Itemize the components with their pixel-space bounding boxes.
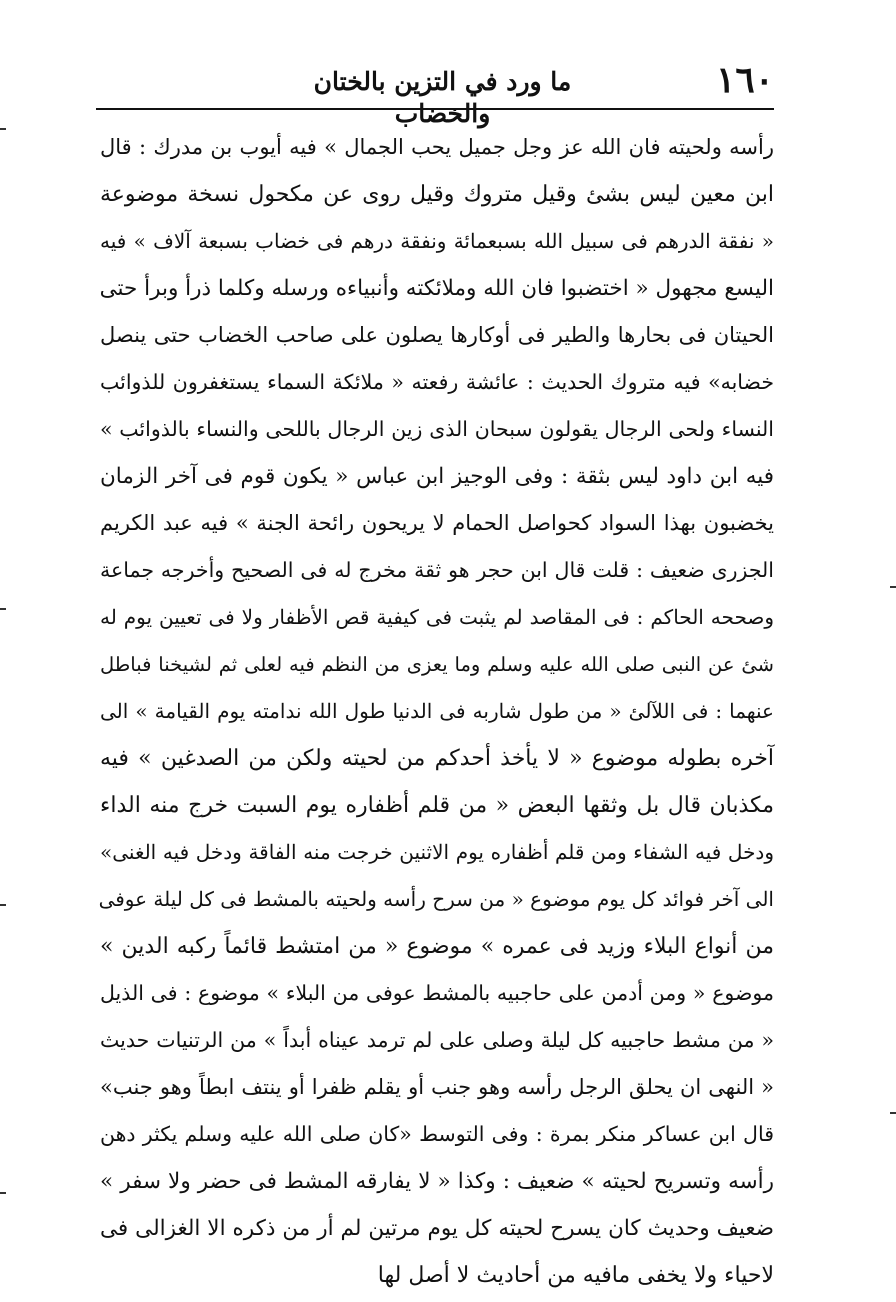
text-line-7: النساء ولحى الرجال يقولون سبحان الذى زين الرجال باللحى والنساء بالذوائب » bbox=[100, 417, 774, 441]
text-line-12: شئ عن النبى صلى الله عليه وسلم وما يعزى من النظم فيه لعلى ثم لشيخنا فباطل bbox=[100, 653, 774, 676]
page-number: ١٦٠ bbox=[715, 59, 774, 101]
text-line-19: موضوع « ومن أدمن على حاجبيه بالمشط عوفى من البلاء » موضوع : فى الذيل bbox=[100, 981, 774, 1005]
text-line-5: الحيتان فى بحارها والطير فى أوكارها يصلون على صاحب الخضاب حتى ينصل bbox=[100, 323, 774, 347]
scan-edge-mark bbox=[0, 608, 6, 610]
text-line-9: يخضبون بهذا السواد كحواصل الحمام لا يريحون رائحة الجنة » فيه عبد الكريم bbox=[100, 511, 774, 535]
body-text bbox=[100, 124, 774, 1299]
text-line-24: ضعيف وحديث كان يسرح لحيته كل يوم مرتين لم أر من ذكره الا الغزالى فى bbox=[100, 1216, 774, 1241]
scan-edge-mark bbox=[0, 904, 6, 906]
text-line-17: الى آخر فوائد كل يوم موضوع « من سرح رأسه ولحيته بالمشط فى كل ليلة عوفى bbox=[98, 887, 774, 911]
text-line-23: رأسه وتسريح لحيته » ضعيف : وكذا « لا يفارقه المشط فى حضر ولا سفر » bbox=[100, 1169, 774, 1194]
text-line-1: رأسه ولحيته فان الله عز وجل جميل يحب الجمال » فيه أيوب بن مدرك : قال bbox=[100, 135, 774, 159]
page-header bbox=[96, 58, 774, 128]
running-title: ما ورد في التزين بالختان والخضاب bbox=[313, 67, 572, 128]
text-line-2: ابن معين ليس بشئ وقيل متروك وقيل روى عن مكحول نسخة موضوعة bbox=[100, 182, 774, 207]
text-line-3: « نفقة الدرهم فى سبيل الله بسبعمائة ونفقة درهم فى خضاب بسبعة آلاف » فيه bbox=[100, 229, 774, 253]
header-rule bbox=[96, 108, 774, 110]
text-line-4: اليسع مجهول « اختضبوا فان الله وملائكته وأنبياءه ورسله وكلما ذرأ وبرأ حتى bbox=[99, 276, 774, 301]
scan-edge-mark bbox=[0, 128, 6, 130]
text-line-15: مكذبان قال بل وثقها البعض « من قلم أظفاره يوم السبت خرج منه الداء bbox=[100, 793, 774, 818]
text-line-11: وصححه الحاكم : فى المقاصد لم يثبت فى كيفية قص الأظفار ولا فى تعيين يوم له bbox=[100, 605, 774, 629]
scan-edge-mark bbox=[0, 1192, 6, 1194]
scan-edge-mark bbox=[890, 586, 896, 588]
text-line-14: آخره بطوله موضوع « لا يأخذ أحدكم من لحيته ولكن من الصدغين » فيه bbox=[100, 746, 774, 771]
text-line-20: « من مشط حاجبيه كل ليلة وصلى على لم ترمد عيناه أبداً » من الرتنيات حديث bbox=[100, 1028, 774, 1052]
text-line-8: فيه ابن داود ليس بثقة : وفى الوجيز ابن عباس « يكون قوم فى آخر الزمان bbox=[100, 464, 774, 489]
text-line-25: لاحياء ولا يخفى مافيه من أحاديث لا أصل لها bbox=[377, 1263, 774, 1288]
scan-edge-mark bbox=[890, 1112, 896, 1114]
text-line-13: عنهما : فى اللآلئ « من طول شاربه فى الدنيا طول الله ندامته يوم القيامة » الى bbox=[100, 699, 774, 723]
text-line-21: « النهى ان يحلق الرجل رأسه وهو جنب أو يقلم ظفرا أو ينتف ابطاً وهو جنب» bbox=[100, 1075, 774, 1099]
text-line-10: الجزرى ضعيف : قلت قال ابن حجر هو ثقة مخرج له فى الصحيح وأخرجه جماعة bbox=[100, 558, 774, 582]
text-line-16: ودخل فيه الشفاء ومن قلم أظفاره يوم الاثنين خرجت منه الفاقة ودخل فيه الغنى» bbox=[100, 840, 774, 864]
text-line-6: خضابه» فيه متروك الحديث : عائشة رفعته « ملائكة السماء يستغفرون للذوائب bbox=[100, 370, 774, 394]
text-line-22: قال ابن عساكر منكر بمرة : وفى التوسط «كان صلى الله عليه وسلم يكثر دهن bbox=[100, 1122, 774, 1146]
text-line-18: من أنواع البلاء وزيد فى عمره » موضوع « من امتشط قائماً ركبه الدين » bbox=[100, 934, 774, 959]
